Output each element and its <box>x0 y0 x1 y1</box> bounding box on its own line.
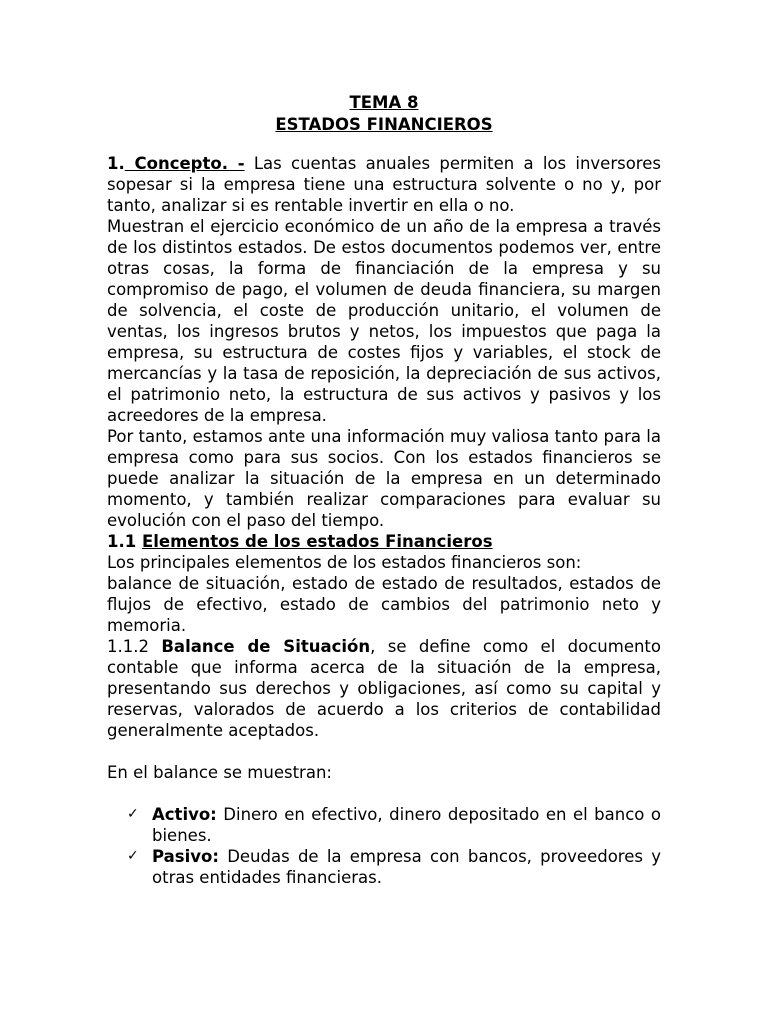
paragraph: Muestran el ejercicio económico de un año de la empresa a través de los distintos estados. De estos documentos podemos ver, entre otras cosas, la forma de financiación de la empresa y su compromiso de pago, el volumen de deuda financiera, su margen de solvencia, el coste de producción unitario, el volumen de ventas, los ingresos brutos y netos, los impuestos que paga la empresa, su estructura de costes fijos y variables, el stock de mercancías y la tasa de reposición, la depreciación de sus activos, el patrimonio neto, la estructura de sus activos y pasivos y los acreedores de la empresa. <box>107 217 661 425</box>
list-item-text: Dinero en efectivo, dinero depositado en el banco o bienes. <box>152 805 661 845</box>
paragraph: Por tanto, estamos ante una información muy valiosa tanto para la empresa como para sus socios. Con los estados financieros se puede analizar la situación de la empresa en un determinado momento, y también realizar comparaciones para evaluar su evolución con el paso del tiempo. <box>107 427 661 530</box>
section-number: 1.1 <box>107 532 142 551</box>
section-heading: Concepto. - <box>124 154 245 173</box>
document-subtitle: ESTADOS FINANCIEROS <box>275 115 493 134</box>
section-concepto <box>107 153 661 216</box>
document-title: TEMA 8 <box>349 93 419 112</box>
document-body <box>107 153 661 888</box>
paragraph: balance de situación, estado de estado de resultados, estados de flujos de efectivo, estado de cambios del patrimonio neto y memoria. <box>107 574 661 635</box>
list-item-text: Deudas de la empresa con bancos, proveedores y otras entidades financieras. <box>152 847 661 887</box>
paragraph: Los principales elementos de los estados financieros son: <box>107 553 582 572</box>
check-icon: ✓ <box>127 848 139 864</box>
paragraph: En el balance se muestran: <box>107 763 332 782</box>
section-text: Las cuentas anuales permiten a los inversores sopesar si la empresa tiene una estructura solvente o no y, por tanto, analizar si es rentable invertir en ella o no. <box>107 154 661 215</box>
spacer <box>107 783 661 804</box>
section-heading: Balance de Situación <box>161 637 371 656</box>
list-item-label: Activo: <box>152 805 217 824</box>
spacer <box>107 741 661 762</box>
check-icon: ✓ <box>127 806 139 822</box>
check-list <box>107 804 661 888</box>
section-elementos <box>107 531 661 552</box>
list-item <box>107 804 661 846</box>
section-text: , se define como el documento contable que informa acerca de la situación de la empresa, presentando sus derechos y obligaciones, así como su capital y reservas, valorados de acuerdo a los criterios de contabilidad generalmente aceptados. <box>107 637 661 740</box>
section-heading: Elementos de los estados Financieros <box>141 532 493 551</box>
list-item-label: Pasivo: <box>152 847 219 866</box>
section-number: 1. <box>107 154 125 173</box>
section-number: 1.1.2 <box>107 637 162 656</box>
section-balance <box>107 636 661 741</box>
list-item <box>107 846 661 888</box>
